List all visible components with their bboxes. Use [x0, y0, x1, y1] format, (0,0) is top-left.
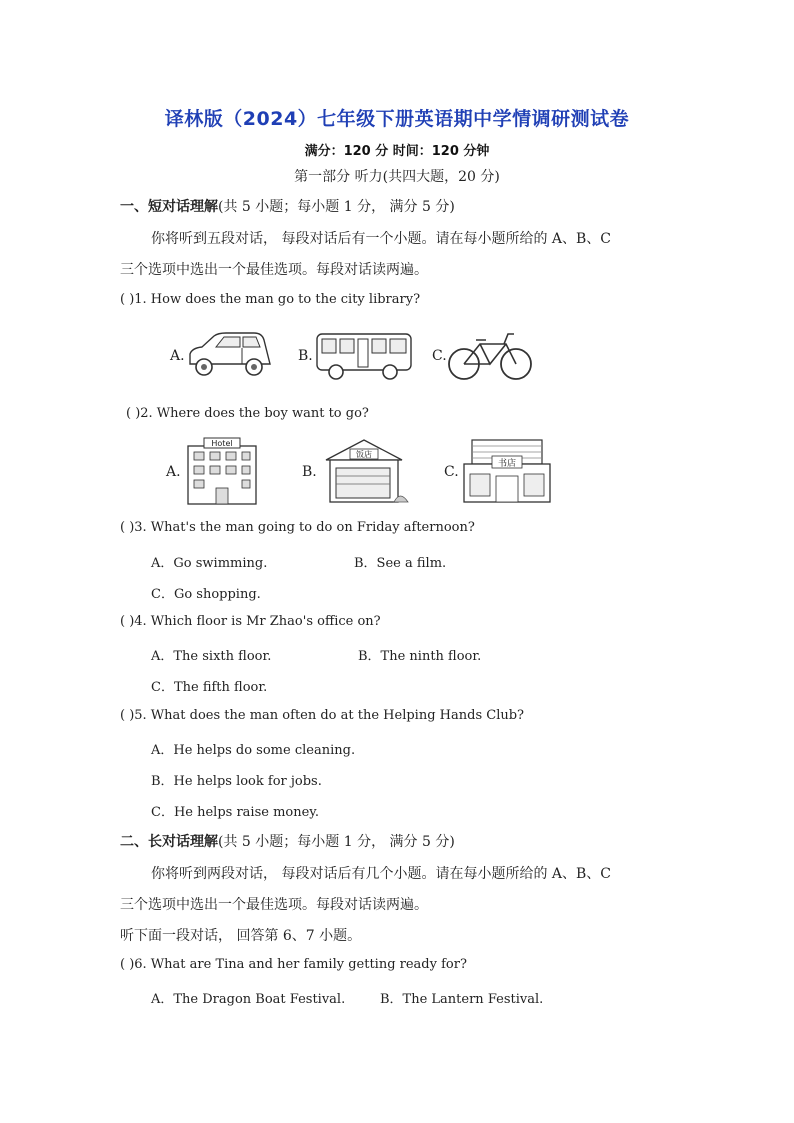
- q3-option-b: B．See a film.: [354, 556, 447, 571]
- bus-image: [314, 330, 414, 382]
- section1-instruction-line2: 三个选项中选出一个最佳选项。每段对话读两遍。: [120, 262, 428, 278]
- q1-label-a: A.: [170, 348, 185, 364]
- hotel-image: [182, 436, 262, 506]
- question-3-stem: ( )3. What's the man going to do on Friday afternoon?: [120, 520, 475, 535]
- score-info: 满分：120 分 时间：120 分钟: [304, 144, 490, 159]
- q2-label-b: B.: [302, 464, 317, 480]
- q5-option-a: A．He helps do some cleaning.: [151, 743, 356, 758]
- section2-instruction-line1: 你将听到两段对话， 每段对话后有几个小题。请在每小题所给的 A、B、C: [151, 866, 612, 882]
- bookstore-sign-text: 书店: [497, 459, 517, 469]
- section1-name: 短对话理解: [148, 199, 218, 215]
- q5-option-c: C．He helps raise money.: [151, 805, 320, 820]
- q2-label-a: A.: [166, 464, 181, 480]
- section1-number: 一、: [120, 199, 148, 215]
- question-4-stem: ( )4. Which floor is Mr Zhao's office on?: [120, 614, 381, 629]
- q1-label-b: B.: [298, 348, 313, 364]
- question-1-stem: ( )1. How does the man go to the city library?: [120, 292, 421, 307]
- section2-number: 二、: [120, 834, 148, 850]
- section2-instruction-line2: 三个选项中选出一个最佳选项。每段对话读两遍。: [120, 897, 428, 913]
- section1-heading: [120, 196, 455, 216]
- q4-option-b: B．The ninth floor.: [358, 649, 482, 664]
- bicycle-image: [446, 330, 534, 382]
- page-title: 译林版（2024）七年级下册英语期中学情调研测试卷: [164, 108, 630, 130]
- section1-note: (共 5 小题；每小题 1 分， 满分 5 分): [218, 199, 455, 215]
- q3-option-c: C．Go shopping.: [151, 587, 261, 602]
- q6-option-a: A．The Dragon Boat Festival.: [151, 992, 346, 1007]
- q4-option-c: C．The fifth floor.: [151, 680, 268, 695]
- bookstore-image: [460, 436, 554, 506]
- car-image: [184, 330, 276, 380]
- hotel-sign-text: Hotel: [211, 439, 233, 448]
- question-5-stem: ( )5. What does the man often do at the Helping Hands Club?: [120, 708, 525, 723]
- q1-label-c: C.: [432, 348, 447, 364]
- q3-option-a: A．Go swimming.: [151, 556, 268, 571]
- part-title: 第一部分 听力(共四大题，20 分): [294, 169, 500, 185]
- q5-option-b: B．He helps look for jobs.: [151, 774, 322, 789]
- restaurant-sign-text: 饭店: [356, 450, 372, 459]
- section2-name: 长对话理解: [148, 834, 218, 850]
- section2-lead-in: 听下面一段对话， 回答第 6、7 小题。: [120, 928, 362, 944]
- question-6-stem: ( )6. What are Tina and her family getting ready for?: [120, 957, 467, 972]
- q6-option-b: B．The Lantern Festival.: [380, 992, 544, 1007]
- section2-heading: [120, 831, 455, 851]
- q2-label-c: C.: [444, 464, 459, 480]
- section2-note: (共 5 小题；每小题 1 分， 满分 5 分): [218, 834, 455, 850]
- question-2-stem: ( )2. Where does the boy want to go?: [126, 406, 369, 421]
- section1-instruction-line1: 你将听到五段对话， 每段对话后有一个小题。请在每小题所给的 A、B、C: [151, 231, 612, 247]
- q4-option-a: A．The sixth floor.: [151, 649, 272, 664]
- restaurant-image: [318, 436, 410, 506]
